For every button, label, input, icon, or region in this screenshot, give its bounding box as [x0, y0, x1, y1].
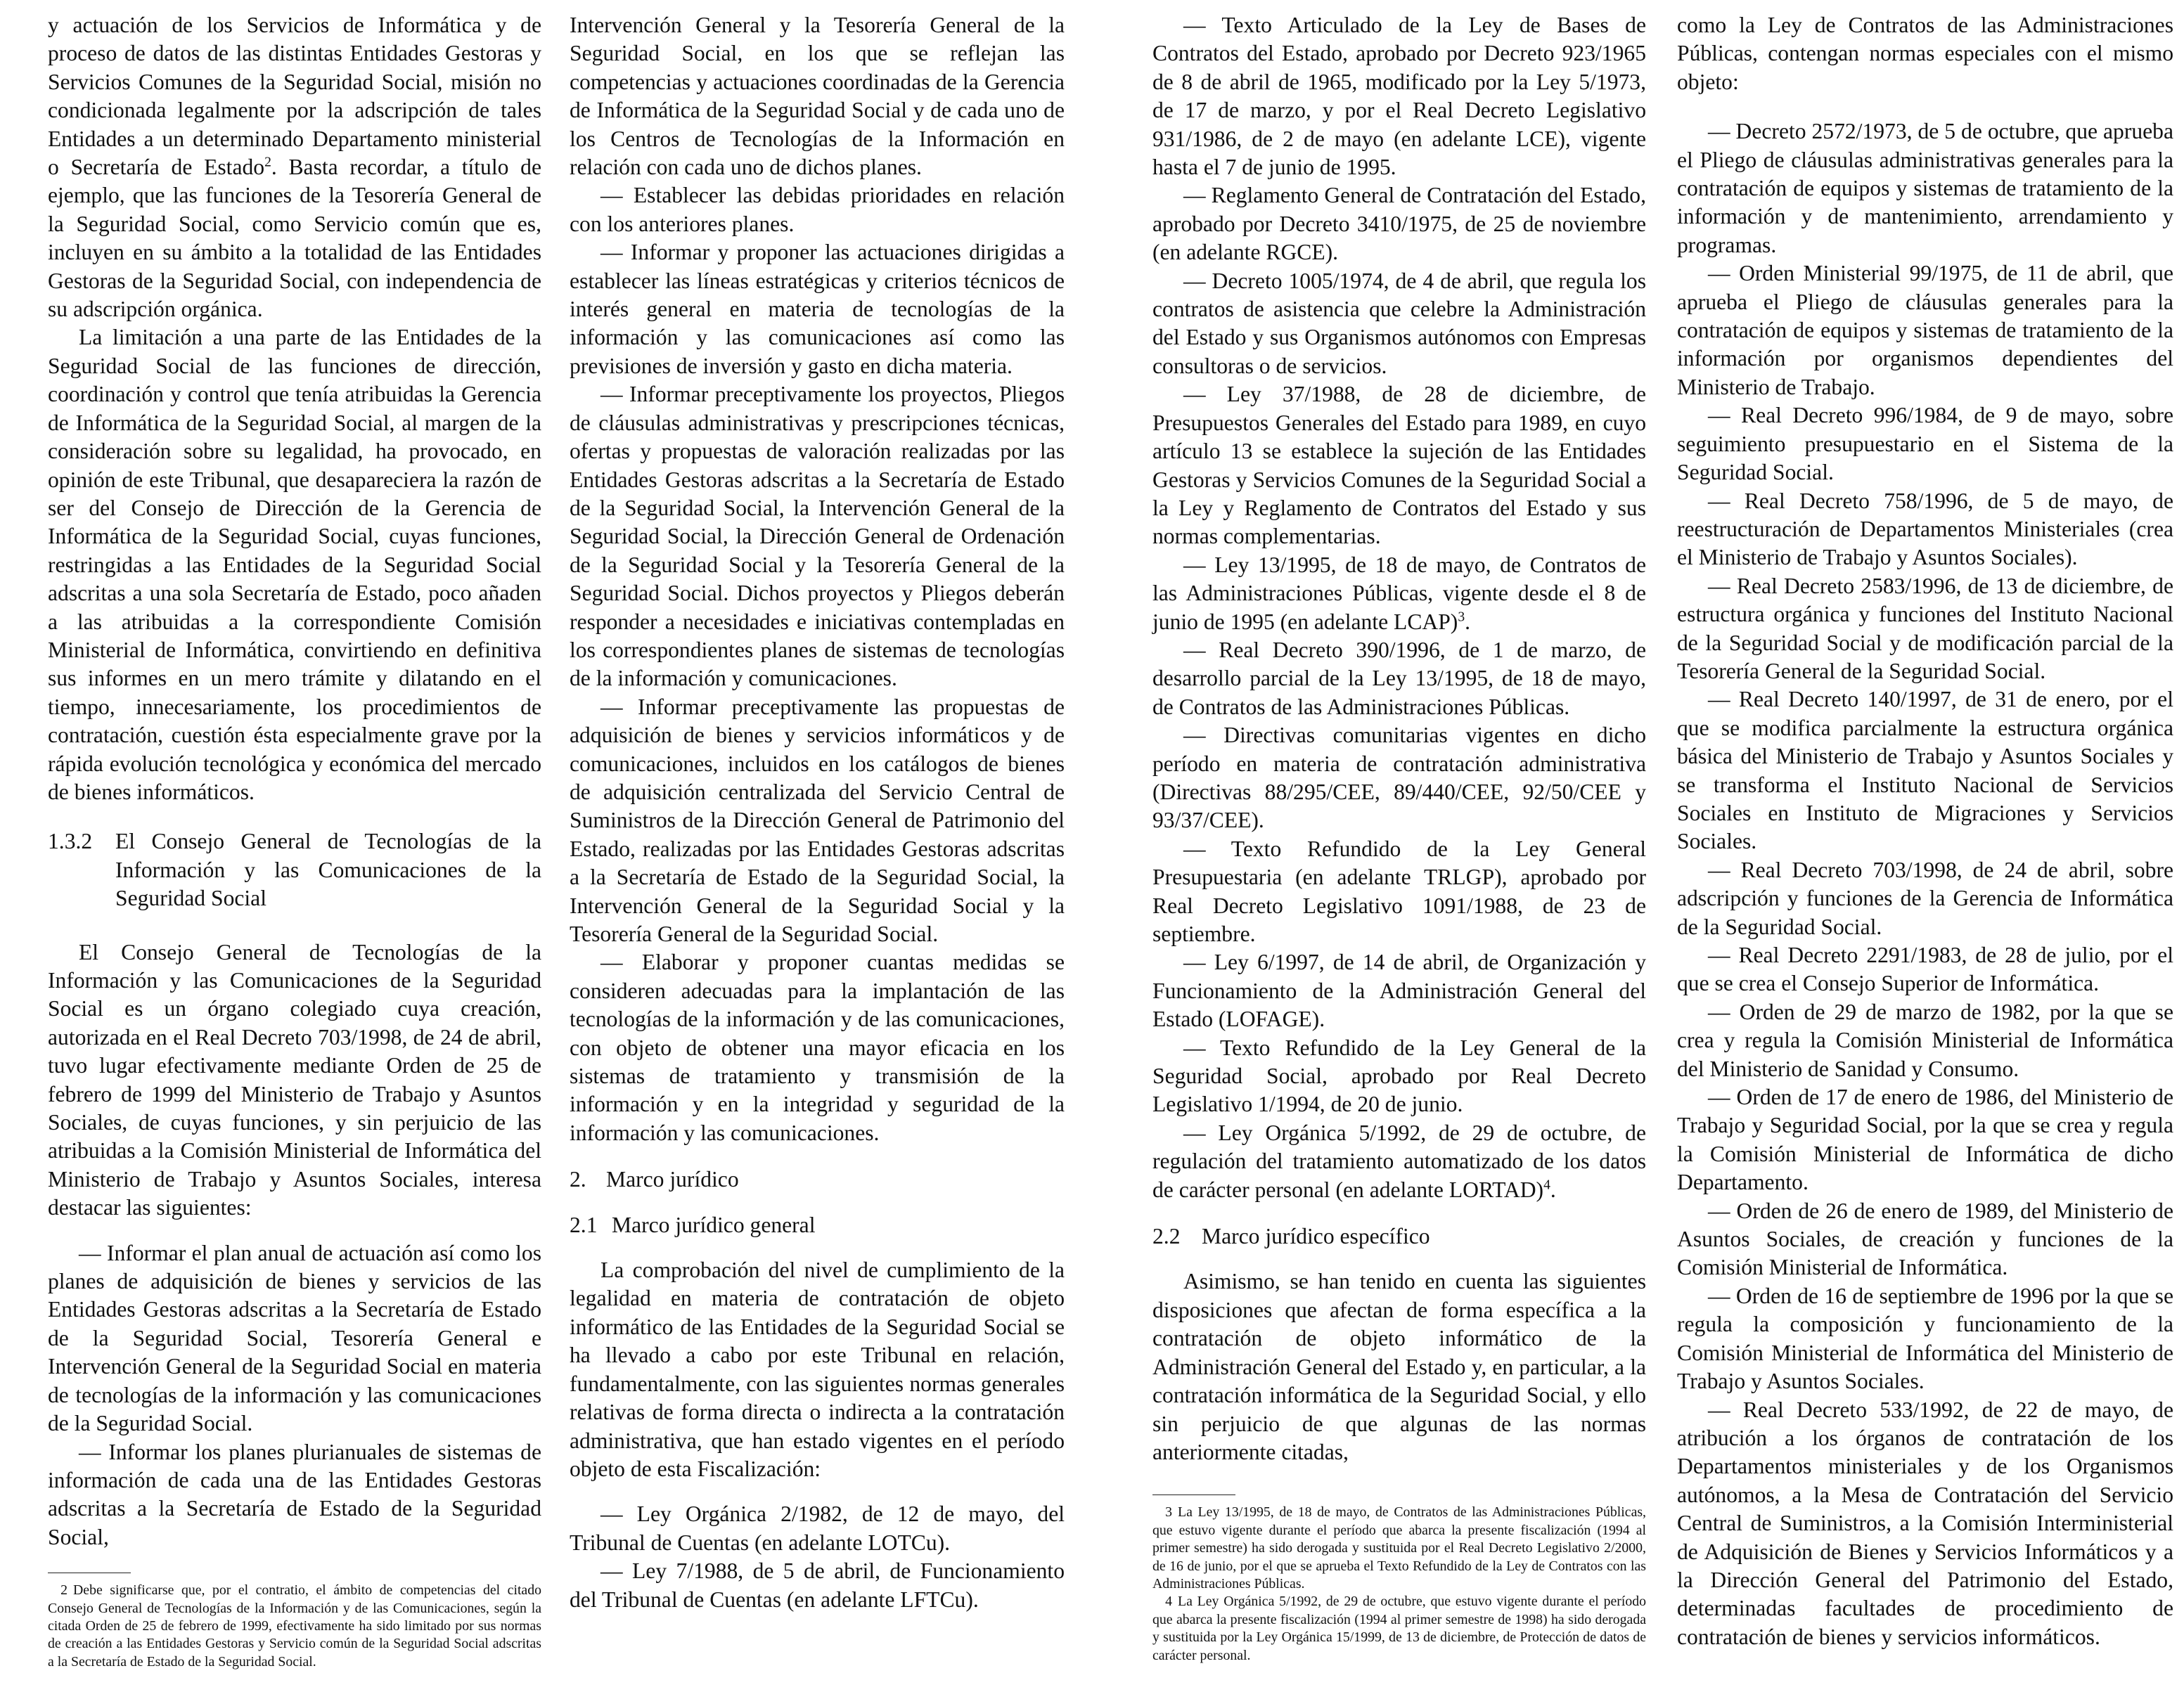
paragraph: La comprobación del nivel de cumplimiento de la legalidad en materia de contratación de objeto informático de las Entidades de la Seguridad Social se ha llevado a cabo por este Tribunal en relación, fundamentalmente, con las siguientes normas generales relativas de forma directa o indirecta a la contratación administrativa, que han estado vigentes en el período objeto de esta Fiscalización:: [570, 1258, 1065, 1481]
section-number: 2.1: [570, 1212, 598, 1237]
list-item: — Ley 7/1988, de 5 de abril, de Funcionamiento del Tribunal de Cuentas (en adelante LFTCu).: [570, 1558, 1065, 1612]
list-item: — Informar los planes plurianuales de sistemas de información de cada una de las Entidades Gestoras adscritas a la Secretaría de Estado de la Seguridad Social,: [48, 1439, 541, 1549]
list-item: — Establecer las debidas prioridades en relación con los anteriores planes.: [570, 183, 1065, 236]
footnote-ref: 2: [264, 155, 271, 170]
list-item: — Decreto 1005/1974, de 4 de abril, que regula los contratos de asistencia que celebre la Administración del Estado y sus Organismos autónomos con Empresas consultoras o de servicios.: [1152, 268, 1646, 378]
paragraph: La limitación a una parte de las Entidades de la Seguridad Social de las funciones de dirección, coordinación y control que tenía atribuidas la Gerencia de Informática de la Seguridad Social, al margen de la consideración sobre su legalidad, ha provocado, en opinión de este Tribunal, que desapareciera la razón de ser del Consejo de Dirección de la Gerencia de Informática de la Seguridad Social, cuyas funciones, restringidas a las Entidades de la Seguridad Social adscritas a una sola Secretaría de Estado, poco añaden a las atribuidas a la correspondiente Comisión Ministerial de Informática, convirtiendo en definitiva sus informes en un mero trámite y dilatando en el tiempo, innecesariamente, los procedimientos de contratación, cuestión ésta especialmente grave por la rápida evolución tecnológica y económica del mercado de bienes informáticos.: [48, 325, 541, 804]
list-item: — Texto Articulado de la Ley de Bases de Contratos del Estado, aprobado por Decreto 923/1965 de 8 de abril de 1965, modificado por la Ley 5/1973, de 17 de marzo, y por el Real Decreto Legislativo 931/1986, de 2 de mayo (en adelante LCE), vigente hasta el 7 de junio de 1995.: [1152, 13, 1646, 180]
column-2: [570, 11, 1065, 1614]
list-item: — Real Decreto 996/1984, de 9 de mayo, sobre seguimiento presupuestario en el Sistema de la Seguridad Social.: [1677, 403, 2173, 485]
list-item: — Reglamento General de Contratación del Estado, aprobado por Decreto 3410/1975, de 25 de noviembre (en adelante RGCE).: [1152, 183, 1646, 265]
footnote-ref: 3: [1458, 609, 1465, 624]
subsection-heading: [570, 1211, 1065, 1239]
list-item: — Ley Orgánica 5/1992, de 29 de octubre, de regulación del tratamiento automatizado de los datos de carácter personal (en adelante LORTAD)$^4$.: [1152, 1120, 1646, 1202]
footnote: 2 Debe significarse que, por el contratio, el ámbito de competencias del citado Consejo General de Tecnologías de la Información y de las Comunicaciones, según la citada Orden de 25 de febrero de 1999, efectivamente ha sido limitado por sus normas de creación a las Entidades Gestoras y Servicio común de la Seguridad Social adscritas a la Secretaría de Estado de la Seguridad Social.: [48, 1582, 541, 1670]
paragraph-continuation: como la Ley de Contratos de las Administraciones Públicas, contengan normas especiales con el mismo objeto:: [1677, 13, 2173, 94]
list-item: — Orden Ministerial 99/1975, de 11 de abril, que aprueba el Pliego de cláusulas generales para la contratación de equipos y sistemas de tratamiento de la información por organismos dependientes del Ministerio de Trabajo.: [1677, 261, 2173, 399]
column-4: [1677, 11, 2173, 1651]
list-item: — Elaborar y proponer cuantas medidas se consideren adecuadas para la implantación de las tecnologías de la información y de las comunicaciones, con objeto de obtener una mayor eficacia en los sistemas de tratamiento y transmisión de la información y en la integridad y seguridad de la información y las comunicaciones.: [570, 950, 1065, 1145]
list-item: — Informar y proponer las actuaciones dirigidas a establecer las líneas estratégicas y criterios técnicos de interés general en materia de tecnologías de la información y las comunicaciones así como las previsiones de inversión y gasto en dicha materia.: [570, 240, 1065, 378]
list-item: — Real Decreto 2291/1983, de 28 de julio, por el que se crea el Consejo Superior de Informática.: [1677, 943, 2173, 996]
list-item: — Decreto 2572/1973, de 5 de octubre, que aprueba el Pliego de cláusulas administrativas generales para la contratación de equipos y sistemas de tratamiento de la información y de mantenimiento, arrendamiento y programas.: [1677, 119, 2173, 257]
section-number: 2.2: [1152, 1224, 1181, 1249]
list-item: — Directivas comunitarias vigentes en dicho período en materia de contratación administrativa (Directivas 88/295/CEE, 89/440/CEE, 92/50/CEE y 93/37/CEE).: [1152, 723, 1646, 833]
section-title: Marco jurídico: [606, 1167, 739, 1192]
section-heading: [48, 827, 541, 912]
footnote: 4 La Ley Orgánica 5/1992, de 29 de octubre, que estuvo vigente durante el período que abarca la presente fiscalización (1994 al primer semestre de 1998) ha sido derogada y sustituida por la Ley Orgánica 15/1999, de 13 de diciembre, de Protección de datos de carácter personal.: [1152, 1594, 1646, 1663]
subsection-heading: [1152, 1222, 1646, 1251]
list-item: — Ley Orgánica 2/1982, de 12 de mayo, del Tribunal de Cuentas (en adelante LOTCu).: [570, 1502, 1065, 1555]
footnote-rule: [1152, 1494, 1235, 1495]
list-item: — Ley 13/1995, de 18 de mayo, de Contratos de las Administraciones Públicas, vigente desde el 8 de junio de 1995 (en adelante LCAP)$^3$.: [1152, 552, 1646, 634]
list-item: — Orden de 26 de enero de 1989, del Ministerio de Asuntos Sociales, de creación y funciones de la Comisión Ministerial de Informática.: [1677, 1198, 2173, 1280]
list-item: — Ley 37/1988, de 28 de diciembre, de Presupuestos Generales del Estado para 1989, en cuyo artículo 13 se establece la sujeción de las Entidades Gestoras y Servicios Comunes de la Seguridad Social a la Ley y Reglamento de Contratos del Estado y sus normas complementarias.: [1152, 382, 1646, 549]
paragraph: El Consejo General de Tecnologías de la Información y las Comunicaciones de la Seguridad Social es un órgano colegiado cuya creación, autorizada en el Real Decreto 703/1998, de 24 de abril, tuvo lugar efectivamente mediante Orden de 25 de febrero de 1999 del Ministerio de Trabajo y Asuntos Sociales, de cuyas funciones, y sin perjuicio de las atribuidas a la Comisión Ministerial de Informática del Ministerio de Trabajo y Asuntos Sociales, interesa destacar las siguientes:: [48, 939, 541, 1220]
list-item: — Real Decreto 533/1992, de 22 de mayo, de atribución a los órganos de contratación de los Departamentos ministeriales y de los Organismos autónomos, a la Mesa de Contratación del Servicio Central de Suministros, a la Comisión Interministerial de Adquisición de Bienes y Servicios Informáticos y a la Dirección General del Patrimonio del Estado, determinadas facultades de procedimiento de contratación de bienes y servicios informáticos.: [1677, 1397, 2173, 1649]
list-item: — Orden de 29 de marzo de 1982, por la que se crea y regula la Comisión Ministerial de Informática del Ministerio de Sanidad y Consumo.: [1677, 999, 2173, 1081]
section-number: 2.: [570, 1167, 586, 1192]
list-item: — Real Decreto 703/1998, de 24 de abril, sobre adscripción y funciones de la Gerencia de Informática de la Seguridad Social.: [1677, 857, 2173, 939]
list-item: — Informar el plan anual de actuación así como los planes de adquisición de bienes y servicios de las Entidades Gestoras adscritas a la Secretaría de Estado de la Seguridad Social, Tesorería General e Intervención General de la Seguridad Social en materia de tecnologías de la información y las comunicaciones de la Seguridad Social.: [48, 1240, 541, 1436]
list-item: — Informar preceptivamente los proyectos, Pliegos de cláusulas administrativas y prescripciones técnicas, ofertas y propuestas de valoración realizadas por las Entidades Gestoras adscritas a la Secretaría de Estado de la Seguridad Social, la Intervención General de la Seguridad Social, la Dirección General de Ordenación de la Seguridad Social y la Tesorería General de la Seguridad Social. Dichos proyectos y Pliegos deberán responder a necesidades e iniciativas contempladas en los correspondientes planes de sistemas de tecnologías de la información y comunicaciones.: [570, 382, 1065, 691]
section-title: El Consejo General de Tecnologías de la Información y las Comunicaciones de la Seguridad Social: [115, 829, 541, 911]
section-number: 1.3.2: [48, 829, 93, 854]
list-item: — Texto Refundido de la Ley General Presupuestaria (en adelante TRLGP), aprobado por Real Decreto Legislativo 1091/1988, de 23 de septiembre.: [1152, 836, 1646, 946]
section-title: Marco jurídico general: [612, 1212, 816, 1237]
list-item: — Orden de 17 de enero de 1986, del Ministerio de Trabajo y Seguridad Social, por la que se crea y regula la Comisión Ministerial de Informática de dicho Departamento.: [1677, 1085, 2173, 1195]
paragraph-continuation: y actuación de los Servicios de Informática y de proceso de datos de las distintas Entidades Gestoras y Servicios Comunes de la Seguridad Social, misión no condicionada legalmente por la adscripción de tales Entidades a un determinado Departamento ministerial o Secretaría de Estado$^2$. Basta recordar, a título de ejemplo, que las funciones de la Tesorería General de la Seguridad Social, como Servicio común que es, incluyen en su ámbito a la totalidad de las Entidades Gestoras de la Seguridad Social, con independencia de su adscripción orgánica.: [48, 13, 541, 322]
list-item: — Informar preceptivamente las propuestas de adquisición de bienes y servicios informáticos y de comunicaciones, incluidos en los catálogos de bienes de adquisición centralizada del Servicio Central de Suministros de la Dirección General de Patrimonio del Estado, realizadas por las Entidades Gestoras adscritas a la Secretaría de Estado de la Seguridad Social, la Intervención General de la Seguridad Social y la Tesorería General de la Seguridad Social.: [570, 694, 1065, 946]
paragraph: Asimismo, se han tenido en cuenta las siguientes disposiciones que afectan de forma específica a la contratación de objeto informático de la Administración General del Estado y, en particular, a la contratación informática de la Seguridad Social, y ello sin perjuicio de que algunas de las normas anteriormente citadas,: [1152, 1269, 1646, 1464]
list-item: — Texto Refundido de la Ley General de la Seguridad Social, aprobado por Real Decreto Legislativo 1/1994, de 20 de junio.: [1152, 1035, 1646, 1117]
footnote-ref: 4: [1543, 1177, 1550, 1193]
paragraph-continuation: Intervención General y la Tesorería General de la Seguridad Social, en los que se reflejan las competencias y actuaciones coordinadas de la Gerencia de Informática de la Seguridad Social y de cada uno de los Centros de Tecnologías de la Información en relación con cada uno de dichos planes.: [570, 13, 1065, 180]
list-item: — Real Decreto 2583/1996, de 13 de diciembre, de estructura orgánica y funciones del Instituto Nacional de la Seguridad Social y de modificación parcial de la Tesorería General de la Seguridad Social.: [1677, 573, 2173, 683]
list-item: — Real Decreto 390/1996, de 1 de marzo, de desarrollo parcial de la Ley 13/1995, de 18 de mayo, de Contratos de las Administraciones Públicas.: [1152, 637, 1646, 719]
right-page: [1092, 0, 2184, 1685]
footnote: 3 La Ley 13/1995, de 18 de mayo, de Contratos de las Administraciones Públicas, que estuvo vigente durante el período que abarca la presente fiscalización (1994 al primer semestre) ha sido derogada y sustituida por el Real Decreto Legislativo 2/2000, de 16 de junio, por el que se aprueba el Texto Refundido de la Ley de Contratos con las Administraciones Públicas.: [1152, 1504, 1646, 1592]
section-title: Marco jurídico específico: [1202, 1224, 1430, 1249]
list-item: — Real Decreto 758/1996, de 5 de mayo, de reestructuración de Departamentos Ministeriales (crea el Ministerio de Trabajo y Asuntos Sociales).: [1677, 488, 2173, 570]
list-item: — Orden de 16 de septiembre de 1996 por la que se regula la composición y funcionamiento de la Comisión Ministerial de Informática del Ministerio de Trabajo y Asuntos Sociales.: [1677, 1283, 2173, 1394]
column-1: [48, 11, 541, 1671]
list-item: — Ley 6/1997, de 14 de abril, de Organización y Funcionamiento de la Administración General del Estado (LOFAGE).: [1152, 950, 1646, 1032]
column-3: [1152, 11, 1646, 1665]
section-heading: [570, 1166, 1065, 1194]
list-item: — Real Decreto 140/1997, de 31 de enero, por el que se modifica parcialmente la estructura orgánica básica del Ministerio de Trabajo y Asuntos Sociales y se transforma el Instituto Nacional de Servicios Sociales en Instituto de Migraciones y Servicios Sociales.: [1677, 687, 2173, 854]
